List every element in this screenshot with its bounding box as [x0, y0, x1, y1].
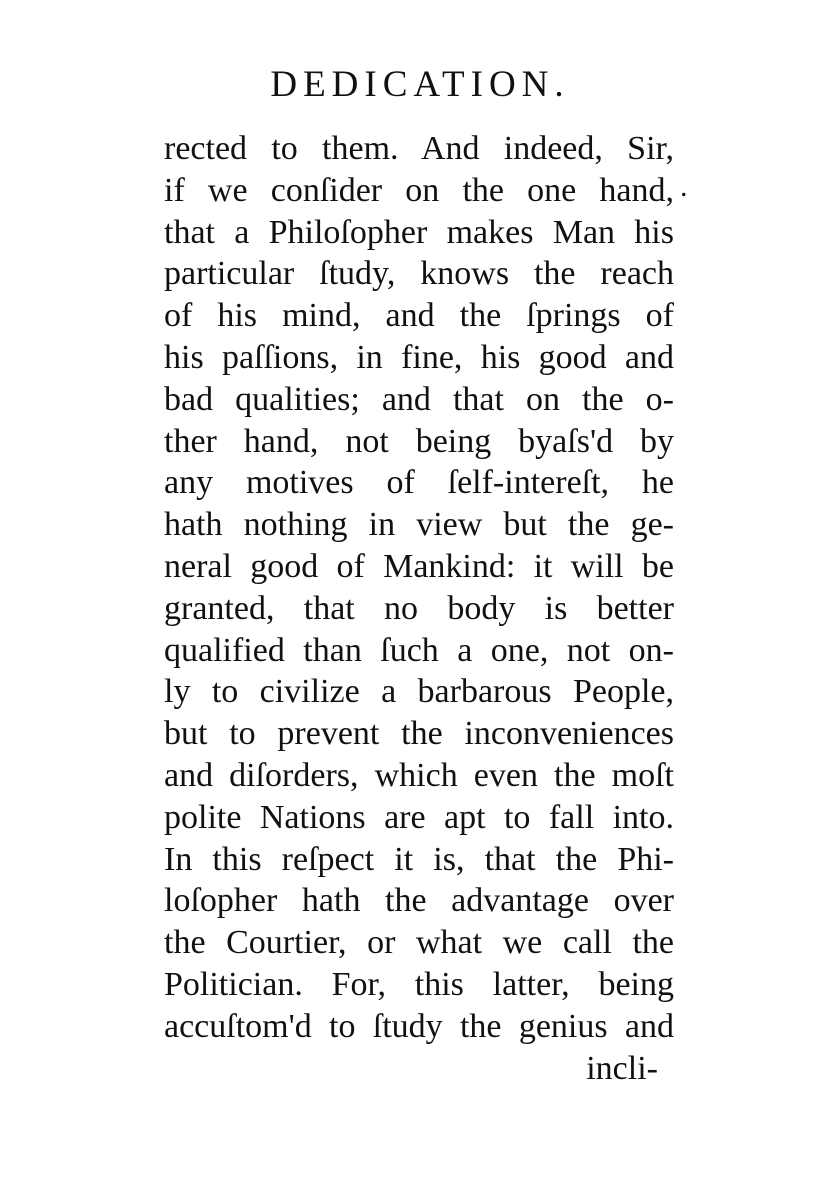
text-line-11: neral good of Mankind: it will be [164, 547, 674, 585]
text-line-16: and diſorders, which even the moſt [164, 756, 674, 794]
text-line-12: granted, that no body is better [164, 589, 674, 627]
text-line-13: qualified than ſuch a one, not on- [164, 631, 674, 669]
running-head: DEDICATION. [270, 64, 570, 105]
text-line-8: ther hand, not being byaſs'd by [164, 422, 674, 460]
text-line-18: In this reſpect it is, that the Phi- [164, 840, 674, 878]
text-line-17: polite Nations are apt to fall into. [164, 798, 674, 836]
text-line-14: ly to civilize a barbarous People, [164, 673, 674, 711]
text-line-19: loſopher hath the advantage over [164, 882, 674, 920]
text-line-10: hath nothing in view but the ge- [164, 506, 674, 544]
text-line-5: of his mind, and the ſprings of [164, 297, 674, 335]
text-line-7: bad qualities; and that on the o- [164, 380, 674, 418]
body-text [164, 128, 674, 1089]
catchword: incli- [586, 1049, 658, 1087]
margin-mark: . [680, 170, 688, 203]
text-line-20: the Courtier, or what we call the [164, 924, 674, 962]
text-line-1: rected to them. And indeed, Sir, [164, 130, 674, 167]
text-line-3: that a Philoſopher makes Man his [164, 213, 674, 251]
text-line-22: accuſtom'd to ſtudy the genius and [164, 1007, 674, 1045]
text-line-15: but to prevent the inconveniences [164, 715, 674, 753]
text-line-4: particular ſtudy, knows the reach [164, 255, 674, 293]
text-line-21: Politician. For, this latter, being [164, 965, 674, 1003]
text-line-2: if we conſider on the one hand, [164, 171, 674, 209]
text-line-6: his paſſions, in fine, his good and [164, 338, 674, 376]
text-line-9: any motives of ſelf-intereſt, he [164, 464, 674, 502]
